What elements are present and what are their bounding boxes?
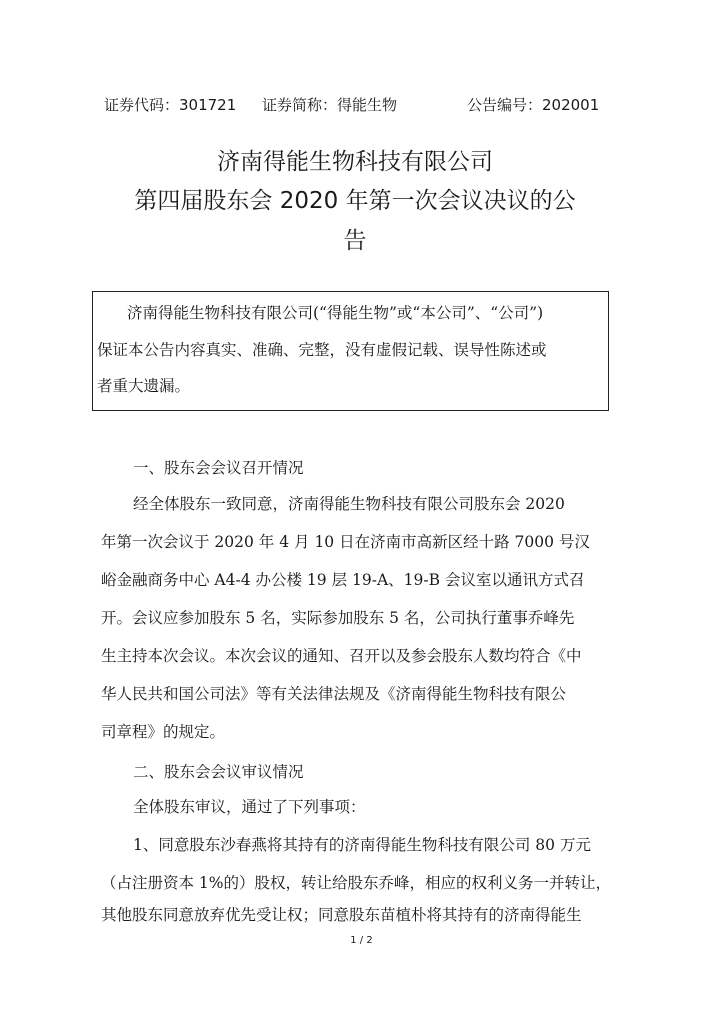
title-resolution-tail: 告	[343, 228, 367, 254]
section-heading-meeting-info: 一、股东会会议召开情况	[133, 459, 304, 477]
stock-short-name: 证券简称：得能生物	[262, 96, 398, 114]
paragraph-line: 年第一次会议于 2020 年 4 月 10 日在济南市高新区经十路 7000 号汉	[101, 533, 590, 551]
disclaimer-line: 者重大遗漏。	[97, 377, 191, 395]
paragraph-line: 1、同意股东沙春燕将其持有的济南得能生物科技有限公司 80 万元	[133, 836, 591, 854]
paragraph-line: 全体股东审议，通过了下列事项：	[133, 798, 366, 816]
paragraph-line: 生主持本次会议。本次会议的通知、召开以及参会股东人数均符合《中	[101, 647, 582, 665]
title-company: 济南得能生物科技有限公司	[217, 149, 493, 175]
paragraph-line: 经全体股东一致同意，济南得能生物科技有限公司股东会 2020	[133, 495, 565, 513]
paragraph-line: 其他股东同意放弃优先受让权；同意股东苗植朴将其持有的济南得能生	[101, 906, 582, 924]
stock-code: 证券代码：301721	[104, 96, 237, 114]
disclaimer-box	[92, 291, 609, 411]
paragraph-line: 华人民共和国公司法》等有关法律法规及《济南得能生物科技有限公	[101, 685, 567, 703]
paragraph-line: 司章程》的规定。	[101, 723, 226, 741]
disclaimer-line: 济南得能生物科技有限公司(“得能生物”或“本公司”、“公司”)	[127, 304, 544, 322]
page-number: 1 / 2	[350, 935, 373, 946]
paragraph-line: 开。会议应参加股东 5 名，实际参加股东 5 名，公司执行董事乔峰先	[101, 609, 575, 627]
title-resolution: 第四届股东会 2020 年第一次会议决议的公	[134, 188, 576, 214]
document-header	[104, 93, 604, 117]
paragraph-line: （占注册资本 1%的）股权，转让给股东乔峰，相应的权利义务一并转让，	[101, 874, 612, 892]
notice-number: 公告编号：202001	[467, 96, 600, 114]
disclaimer-line: 保证本公告内容真实、准确、完整，没有虚假记载、误导性陈述或	[97, 341, 547, 359]
section-heading-review: 二、股东会会议审议情况	[133, 763, 304, 781]
paragraph-line: 峪金融商务中心 A4-4 办公楼 19 层 19-A、19-B 会议室以通讯方式召	[101, 571, 585, 589]
